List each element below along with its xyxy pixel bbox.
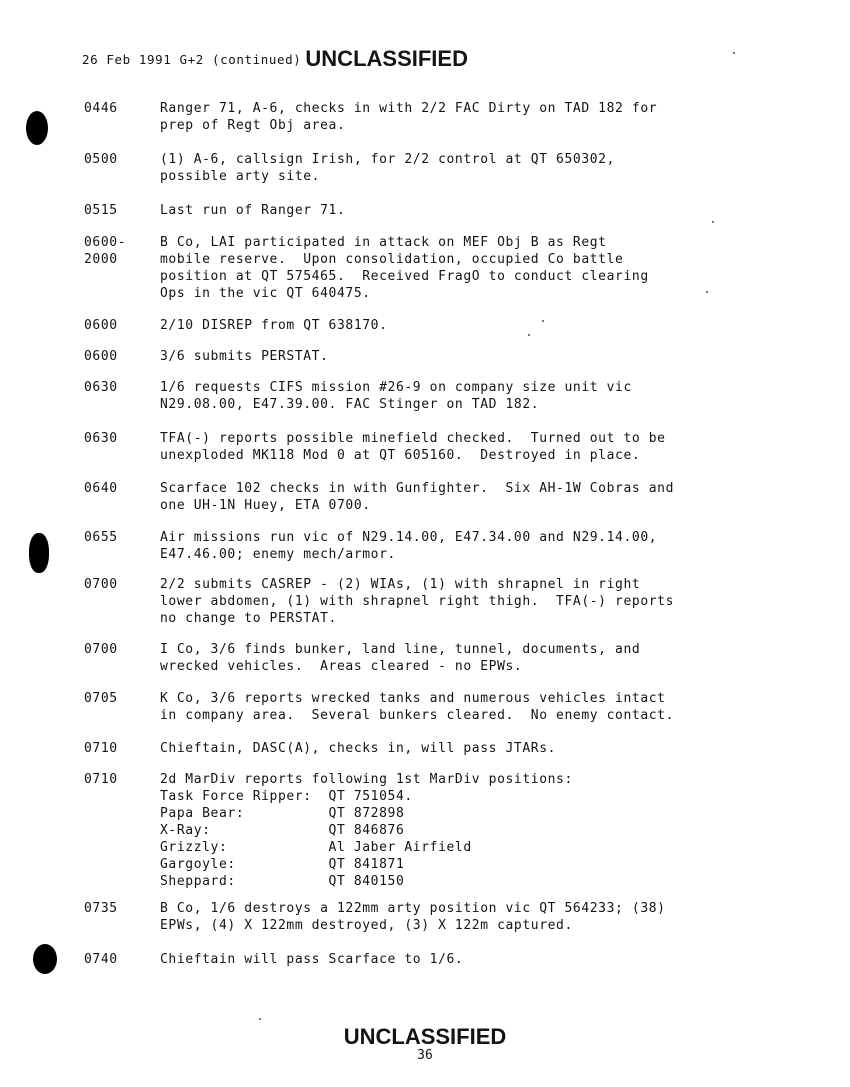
entry-text: Chieftain will pass Scarface to 1/6.: [160, 952, 464, 967]
entry-time: 0700: [84, 577, 118, 592]
log-entry: [84, 317, 388, 334]
entry-time: 0515: [84, 203, 118, 218]
entry-time: 0600- 2000: [84, 235, 127, 267]
entry-text: Last run of Ranger 71.: [160, 203, 346, 218]
entry-text: 2/2 submits CASREP - (2) WIAs, (1) with shrapnel in right lower abdomen, (1) with shrapnel right thigh. TFA(-) reports no change to PERSTAT.: [160, 577, 675, 626]
entry-text: 1/6 requests CIFS mission #26-9 on company size unit vic N29.08.00, E47.39.00. FAC Stinger on TAD 182.: [160, 380, 632, 412]
entry-text: (1) A-6, callsign Irish, for 2/2 control at QT 650302, possible arty site.: [160, 152, 616, 184]
log-entry: [84, 480, 674, 514]
entry-text: 2/10 DISREP from QT 638170.: [160, 318, 388, 333]
log-entry: [84, 151, 615, 185]
entry-text: Scarface 102 checks in with Gunfighter. Six AH-1W Cobras and one UH-1N Huey, ETA 0700.: [160, 481, 675, 513]
log-entry: [84, 951, 463, 968]
log-entry: [84, 379, 632, 413]
entry-time: 0710: [84, 741, 118, 756]
scan-speck: [542, 320, 544, 322]
scan-speck: [706, 291, 708, 293]
entry-time: 0655: [84, 530, 118, 545]
punch-hole-middle: [29, 533, 49, 573]
entry-text: Ranger 71, A-6, checks in with 2/2 FAC Dirty on TAD 182 for prep of Regt Obj area.: [160, 101, 658, 133]
page-number: 36: [417, 1048, 433, 1063]
log-entry: [84, 529, 657, 563]
scan-speck: [259, 1018, 261, 1020]
entry-time: 0630: [84, 431, 118, 446]
log-entry: [84, 348, 329, 365]
scan-speck: [733, 52, 735, 54]
entry-time: 0600: [84, 349, 118, 364]
log-entry: [84, 430, 666, 464]
entry-text: B Co, 1/6 destroys a 122mm arty position vic QT 564233; (38) EPWs, (4) X 122mm destroyed, (3) X 122m captured.: [160, 901, 666, 933]
punch-hole-bottom: [33, 944, 57, 974]
log-entry: [84, 576, 674, 627]
entry-text: K Co, 3/6 reports wrecked tanks and numerous vehicles intact in company area. Several bunkers cleared. No enemy contact.: [160, 691, 675, 723]
entry-text: B Co, LAI participated in attack on MEF Obj B as Regt mobile reserve. Upon consolidation, occupied Co battle position at QT 575465. Received FragO to conduct clearing Ops in the vic QT 640475.: [160, 235, 649, 301]
entry-time: 0705: [84, 691, 118, 706]
log-entry: [84, 740, 556, 757]
entry-text: TFA(-) reports possible minefield checked. Turned out to be unexploded MK118 Mod 0 at QT 605160. Destroyed in place.: [160, 431, 666, 463]
entry-text: 2d MarDiv reports following 1st MarDiv positions: Task Force Ripper: QT 751054. Papa Bear: QT 872898 X-Ray: QT 846876 Grizzly: Al Jaber Airfield Gargoyle: QT 841871 Sheppard: QT 840150: [160, 772, 573, 889]
entry-time: 0735: [84, 901, 118, 916]
footer-classification: UNCLASSIFIED: [343, 1024, 507, 1049]
entry-text: Chieftain, DASC(A), checks in, will pass JTARs.: [160, 741, 557, 756]
entry-time: 0500: [84, 152, 118, 167]
page-header: [82, 46, 468, 72]
log-entry: [84, 202, 345, 219]
entry-time: 0600: [84, 318, 118, 333]
log-entry: [84, 771, 573, 890]
entry-time: 0640: [84, 481, 118, 496]
log-entry: [84, 234, 649, 302]
log-entry: [84, 900, 666, 934]
scan-speck: [712, 221, 714, 223]
punch-hole-top: [26, 111, 48, 145]
page-footer: [0, 1024, 850, 1050]
entry-time: 0446: [84, 101, 118, 116]
header-classification: UNCLASSIFIED: [305, 46, 468, 71]
entry-text: 3/6 submits PERSTAT.: [160, 349, 329, 364]
entry-time: 0630: [84, 380, 118, 395]
entry-text: I Co, 3/6 finds bunker, land line, tunnel, documents, and wrecked vehicles. Areas cleared - no EPWs.: [160, 642, 641, 674]
scan-speck: [528, 334, 530, 336]
entry-time: 0700: [84, 642, 118, 657]
log-entry: [84, 690, 674, 724]
log-entry: [84, 100, 657, 134]
header-date: 26 Feb 1991 G+2 (continued): [82, 52, 302, 67]
entry-time: 0710: [84, 772, 118, 787]
entry-time: 0740: [84, 952, 118, 967]
log-entry: [84, 641, 640, 675]
entry-text: Air missions run vic of N29.14.00, E47.34.00 and N29.14.00, E47.46.00; enemy mech/armor.: [160, 530, 658, 562]
